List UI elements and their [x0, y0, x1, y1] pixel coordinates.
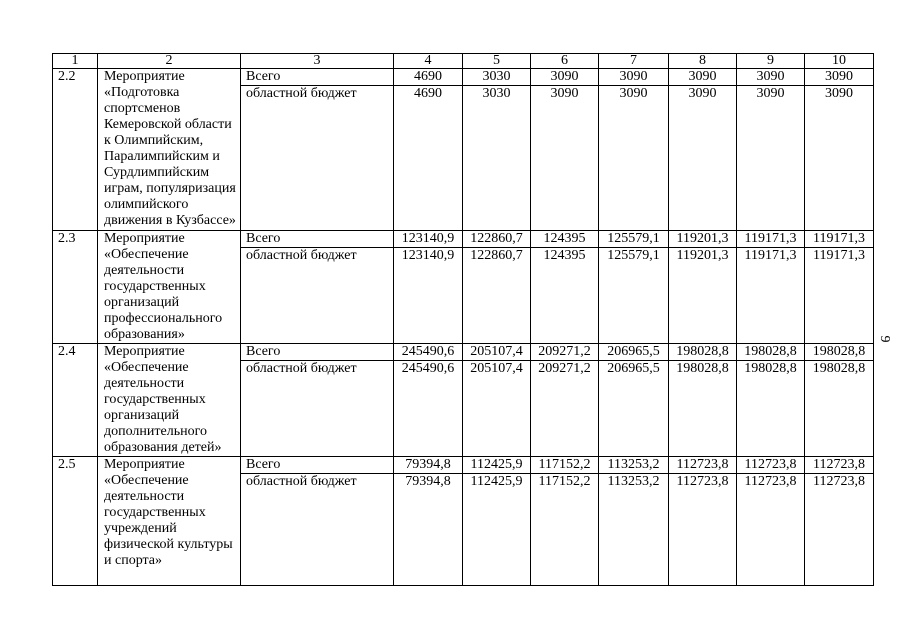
header-cell: 3 — [241, 54, 394, 69]
funding-value: 3090 — [737, 69, 805, 86]
measure-title-line: деятельности — [104, 263, 185, 278]
funding-value: 3090 — [805, 69, 874, 86]
funding-value: 122860,7 — [463, 248, 531, 344]
funding-value: 206965,5 — [599, 344, 669, 361]
funding-source: областной бюджет — [241, 248, 394, 344]
funding-value: 124395 — [531, 231, 599, 248]
header-cell: 6 — [531, 54, 599, 69]
measure-title-line: государственных — [104, 505, 206, 520]
funding-value: 125579,1 — [599, 248, 669, 344]
funding-value: 3090 — [599, 86, 669, 231]
header-cell: 8 — [669, 54, 737, 69]
measure-title-line: учреждений — [104, 521, 177, 536]
funding-value: 198028,8 — [737, 344, 805, 361]
funding-value: 79394,8 — [394, 457, 463, 474]
measure-title-line: Мероприятие — [104, 457, 185, 472]
measure-title-line: олимпийского — [104, 197, 189, 212]
funding-value: 198028,8 — [669, 361, 737, 457]
header-cell: 2 — [98, 54, 241, 69]
funding-value: 3090 — [599, 69, 669, 86]
measure-title — [98, 344, 241, 457]
measure-title-line: Паралимпийским и — [104, 149, 220, 164]
row-number: 2.3 — [53, 231, 98, 344]
funding-value: 119171,3 — [737, 248, 805, 344]
measure-title-line: образования» — [104, 327, 185, 342]
funding-source: Всего — [241, 457, 394, 474]
measure-title-line: и спорта» — [104, 553, 163, 568]
funding-value: 119171,3 — [737, 231, 805, 248]
funding-value: 113253,2 — [599, 474, 669, 586]
funding-value: 3030 — [463, 69, 531, 86]
funding-value: 112425,9 — [463, 474, 531, 586]
funding-value: 112723,8 — [805, 457, 874, 474]
measure-title-line: Мероприятие — [104, 69, 185, 84]
header-cell: 5 — [463, 54, 531, 69]
funding-value: 198028,8 — [737, 361, 805, 457]
funding-value: 206965,5 — [599, 361, 669, 457]
measure-title-line: организаций — [104, 295, 180, 310]
measure-title — [98, 69, 241, 231]
funding-value: 112723,8 — [737, 457, 805, 474]
funding-value: 117152,2 — [531, 474, 599, 586]
row-number: 2.2 — [53, 69, 98, 231]
row-number: 2.5 — [53, 457, 98, 586]
measure-title-line: к Олимпийским, — [104, 133, 204, 148]
table-row-total — [53, 457, 874, 474]
funding-value: 205107,4 — [463, 361, 531, 457]
funding-source: областной бюджет — [241, 86, 394, 231]
measure-title-line: государственных — [104, 392, 206, 407]
funding-value: 4690 — [394, 86, 463, 231]
funding-value: 3090 — [531, 69, 599, 86]
measure-title-line: Мероприятие — [104, 344, 185, 359]
funding-value: 119201,3 — [669, 248, 737, 344]
funding-value: 112723,8 — [669, 474, 737, 586]
measure-title-line: образования детей» — [104, 440, 222, 455]
funding-value: 112723,8 — [737, 474, 805, 586]
funding-value: 3030 — [463, 86, 531, 231]
row-number: 2.4 — [53, 344, 98, 457]
funding-value: 125579,1 — [599, 231, 669, 248]
measure-title-line: государственных — [104, 279, 206, 294]
measure-title-line: дополнительного — [104, 424, 207, 439]
funding-value: 4690 — [394, 69, 463, 86]
budget-table — [52, 53, 874, 586]
page-number: 9 — [877, 335, 892, 343]
table-body — [53, 54, 874, 586]
measure-title-line: Кемеровской области — [104, 117, 232, 132]
funding-value: 209271,2 — [531, 344, 599, 361]
measure-title-line: «Обеспечение — [104, 360, 189, 375]
funding-value: 3090 — [669, 86, 737, 231]
funding-source: Всего — [241, 344, 394, 361]
funding-value: 112723,8 — [805, 474, 874, 586]
table-row-total — [53, 344, 874, 361]
measure-title-line: деятельности — [104, 376, 185, 391]
measure-title-line: спортсменов — [104, 101, 181, 116]
funding-value: 3090 — [669, 69, 737, 86]
header-cell: 1 — [53, 54, 98, 69]
funding-value: 112723,8 — [669, 457, 737, 474]
table-row-total — [53, 231, 874, 248]
funding-value: 117152,2 — [531, 457, 599, 474]
funding-value: 245490,6 — [394, 361, 463, 457]
funding-value: 119171,3 — [805, 231, 874, 248]
measure-title — [98, 231, 241, 344]
table-row-total — [53, 69, 874, 86]
header-row — [53, 54, 874, 69]
funding-value: 112425,9 — [463, 457, 531, 474]
funding-value: 122860,7 — [463, 231, 531, 248]
funding-source: областной бюджет — [241, 474, 394, 586]
measure-title-line: «Обеспечение — [104, 473, 189, 488]
funding-value: 198028,8 — [805, 344, 874, 361]
funding-value: 205107,4 — [463, 344, 531, 361]
measure-title-line: деятельности — [104, 489, 185, 504]
funding-value: 119171,3 — [805, 248, 874, 344]
measure-title — [98, 457, 241, 586]
header-cell: 9 — [737, 54, 805, 69]
funding-value: 113253,2 — [599, 457, 669, 474]
header-cell: 4 — [394, 54, 463, 69]
funding-value: 3090 — [805, 86, 874, 231]
header-cell: 10 — [805, 54, 874, 69]
measure-title-line: играм, популяризация — [104, 181, 236, 196]
measure-title-line: Сурдлимпийским — [104, 165, 210, 180]
measure-title-line: профессионального — [104, 311, 223, 326]
funding-value: 124395 — [531, 248, 599, 344]
measure-title-line: «Подготовка — [104, 85, 180, 100]
funding-value: 245490,6 — [394, 344, 463, 361]
funding-source: областной бюджет — [241, 361, 394, 457]
funding-value: 119201,3 — [669, 231, 737, 248]
funding-value: 123140,9 — [394, 231, 463, 248]
funding-value: 3090 — [737, 86, 805, 231]
funding-source: Всего — [241, 69, 394, 86]
funding-value: 79394,8 — [394, 474, 463, 586]
funding-value: 198028,8 — [669, 344, 737, 361]
funding-value: 209271,2 — [531, 361, 599, 457]
funding-value: 198028,8 — [805, 361, 874, 457]
header-cell: 7 — [599, 54, 669, 69]
funding-source: Всего — [241, 231, 394, 248]
measure-title-line: «Обеспечение — [104, 247, 189, 262]
measure-title-line: движения в Кузбассе» — [104, 213, 236, 228]
funding-value: 3090 — [531, 86, 599, 231]
measure-title-line: физической культуры — [104, 537, 233, 552]
measure-title-line: Мероприятие — [104, 231, 185, 246]
measure-title-line: организаций — [104, 408, 180, 423]
funding-value: 123140,9 — [394, 248, 463, 344]
